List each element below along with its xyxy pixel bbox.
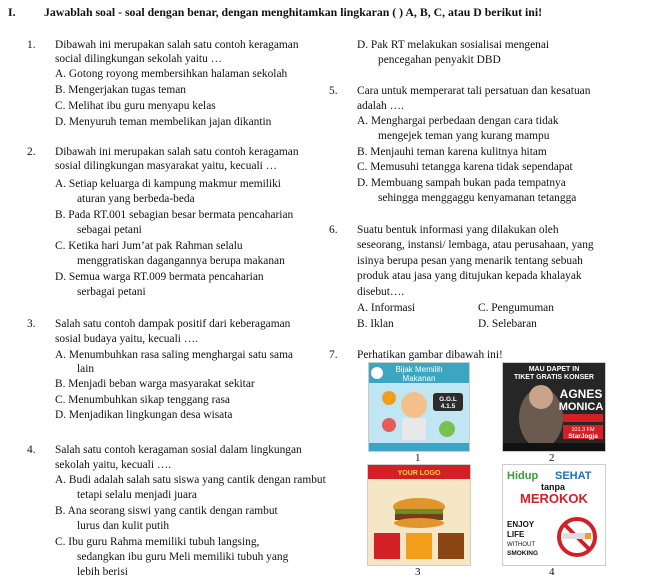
q2-option-c-cont: menggratiskan dagangannya berupa makanan [77,255,285,267]
image-1-food-icon [382,391,396,405]
q4-option-c-cont: sedangkan ibu guru Meli memiliki tubuh yang [77,551,289,563]
q5-option-c[interactable]: C. Memusuhi tetangga karena tidak sependapat [357,161,573,173]
image-1-food2-icon [382,418,396,432]
section-roman: I. [8,5,16,19]
image-4-title4: MEROKOK [520,491,588,506]
q5-option-d-cont: sehingga menggaggu kenyamanan tetangga [378,192,577,204]
q2-option-c[interactable]: C. Ketika hari Jum’at pak Rahman selalu [55,240,243,252]
q6-line3: isinya berupa pesan yang menarik tentang sebuah [357,255,583,267]
image-1-logo-icon [371,367,383,379]
q2-line1: Dibawah ini merupakan salah satu contoh keragaman [55,146,299,158]
q3-option-c[interactable]: C. Menumbuhkan sikap tenggang rasa [55,394,230,406]
q6-line2: seseorang, instansi/ lembaga, atau perusahaan, yang [357,239,594,251]
image-3-burger-ad[interactable] [367,464,471,566]
instruction: Jawablah soal - soal dengan benar, dengan menghitamkan lingkaran ( ) A, B, C, atau D berikut ini! [44,5,543,19]
q3-line2: sosial budaya yaitu, kecuali …. [55,333,198,345]
image-3-caption: 3 [415,566,421,578]
image-4-enjoy4: SMOKING [507,550,539,557]
q7-text: Perhatikan gambar dibawah ini! [357,349,503,361]
q1-option-c[interactable]: C. Melihat ibu guru menyapu kelas [55,100,216,112]
q5-option-d[interactable]: D. Membuang sampah bukan pada tempatnya [357,177,566,189]
q7-number: 7. [329,349,338,361]
q3-option-a-cont: lain [77,363,95,375]
q3-option-d[interactable]: D. Menjadikan lingkungan desa wisata [55,409,233,421]
image-4-caption: 4 [549,566,555,578]
image-2-caption: 2 [549,452,555,464]
q4-option-b-cont: lurus dan kulit putih [77,520,170,532]
q5-option-a[interactable]: A. Menghargai perbedaan dengan cara tidak [357,115,559,127]
image-1-caption: 1 [415,452,421,464]
q1-line1: Dibawah ini merupakan salah satu contoh keragaman [55,39,299,51]
q6-number: 6. [329,224,338,236]
q2-option-b-cont: sebagai petani [77,224,142,236]
q2-option-a-cont: aturan yang berbeda-beda [77,193,195,205]
q4-option-b[interactable]: B. Ana seorang siswi yang cantik dengan rambut [55,505,278,517]
image-3-chicken-icon [438,533,464,559]
q5-option-a-cont: mengejek teman yang kurang mampu [378,130,550,142]
image-1-veg-icon [439,421,455,437]
q6-option-b[interactable]: B. Iklan [357,318,394,330]
q4-option-a[interactable]: A. Budi adalah salah satu siswa yang cantik dengan rambut [55,474,326,486]
q6-option-c[interactable]: C. Pengumuman [478,302,554,314]
image-4-title3: tanpa [540,482,566,492]
q2-option-d-cont: serbagai petani [77,286,146,298]
q6-option-d[interactable]: D. Selebaran [478,318,537,330]
q1-option-a[interactable]: A. Gotong royong membersihkan halaman sekolah [55,68,288,80]
q4-line1: Salah satu contoh keragaman sosial dalam lingkungan [55,444,302,456]
image-3-logo: YOUR LOGO [397,470,441,477]
image-4-title1: Hidup [507,470,539,482]
q6-option-a[interactable]: A. Informasi [357,302,416,314]
q2-option-b[interactable]: B. Pada RT.001 sebagian besar bermata pencaharian [55,209,294,221]
image-2-concert-poster[interactable] [502,362,606,452]
q3-number: 3. [27,318,36,330]
image-4-enjoy1: ENJOY [507,520,535,529]
image-2-top1: MAU DAPET IN [528,366,580,373]
image-1-title2: Makanan [402,374,436,383]
q4-option-c-cont2: lebih berisi [77,566,128,578]
q2-number: 2. [27,146,36,158]
q4-option-d-cont: pencegahan penyakit DBD [378,54,501,66]
q5-line1: Cara untuk memperarat tali persatuan dan kesatuan [357,85,591,97]
q3-option-b[interactable]: B. Menjadi beban warga masyarakat sekitar [55,378,255,390]
q3-option-a[interactable]: A. Menumbuhkan rasa saling menghargai satu sama [55,349,293,361]
q4-option-c[interactable]: C. Ibu guru Rahma memiliki tubuh langsing, [55,536,260,548]
image-2-name2: MONICA [558,401,604,413]
q6-line1: Suatu bentuk informasi yang dilakukan oleh [357,224,559,236]
image-2-station: StarJogja [568,433,598,440]
q1-line2: social dilingkungan sekolah yaitu … [55,53,223,65]
q1-number: 1. [27,39,36,51]
q4-line2: sekolah yaitu, kecuali …. [55,459,172,471]
q6-line4: produk atau jasa yang ditujukan kepada khalayak [357,270,582,282]
image-1-badge2: 4.1.5 [440,403,456,410]
q4-option-d[interactable]: D. Pak RT melakukan sosialisai mengenai [357,39,550,51]
image-4-anti-smoking-poster[interactable] [502,464,606,566]
image-4-enjoy3: WITHOUT [507,542,535,548]
image-1-badge1: G.G.L [439,396,457,403]
image-1-food-poster[interactable] [368,362,470,452]
q1-option-b[interactable]: B. Mengerjakan tugas teman [55,84,186,96]
q5-number: 5. [329,85,338,97]
image-2-top2: TIKET GRATIS KONSER [514,374,594,381]
image-1-title1: Bijak Memilih [395,365,443,374]
image-3-fries-icon [374,533,400,559]
q1-option-d[interactable]: D. Menyuruh teman membelikan jajan dikantin [55,116,272,128]
image-2-name1: AGNES [559,387,603,401]
image-4-title2: SEHAT [555,470,592,482]
q4-number: 4. [27,444,36,456]
q2-option-a[interactable]: A. Setiap keluarga di kampung makmur memiliki [55,178,281,190]
q6-line5: disebut…. [357,286,405,298]
q2-option-d[interactable]: D. Semua warga RT.009 bermata pencaharian [55,271,264,283]
image-3-drink-icon [406,533,432,559]
image-1-person-body-icon [402,418,426,440]
q3-line1: Salah satu contoh dampak positif dari keberagaman [55,318,291,330]
q2-line2: sosial dilingkungan masyarakat yaitu, kecuali … [55,160,278,172]
image-2-freq: 101.3 FM [571,427,595,433]
q5-option-b[interactable]: B. Menjauhi teman karena kulitnya hitam [357,146,547,158]
q5-line2: adalah …. [357,100,404,112]
q4-option-a-cont: tetapi selalu menjadi juara [77,489,197,501]
image-4-enjoy2: LIFE [507,530,525,539]
image-1-person-head-icon [401,392,427,418]
